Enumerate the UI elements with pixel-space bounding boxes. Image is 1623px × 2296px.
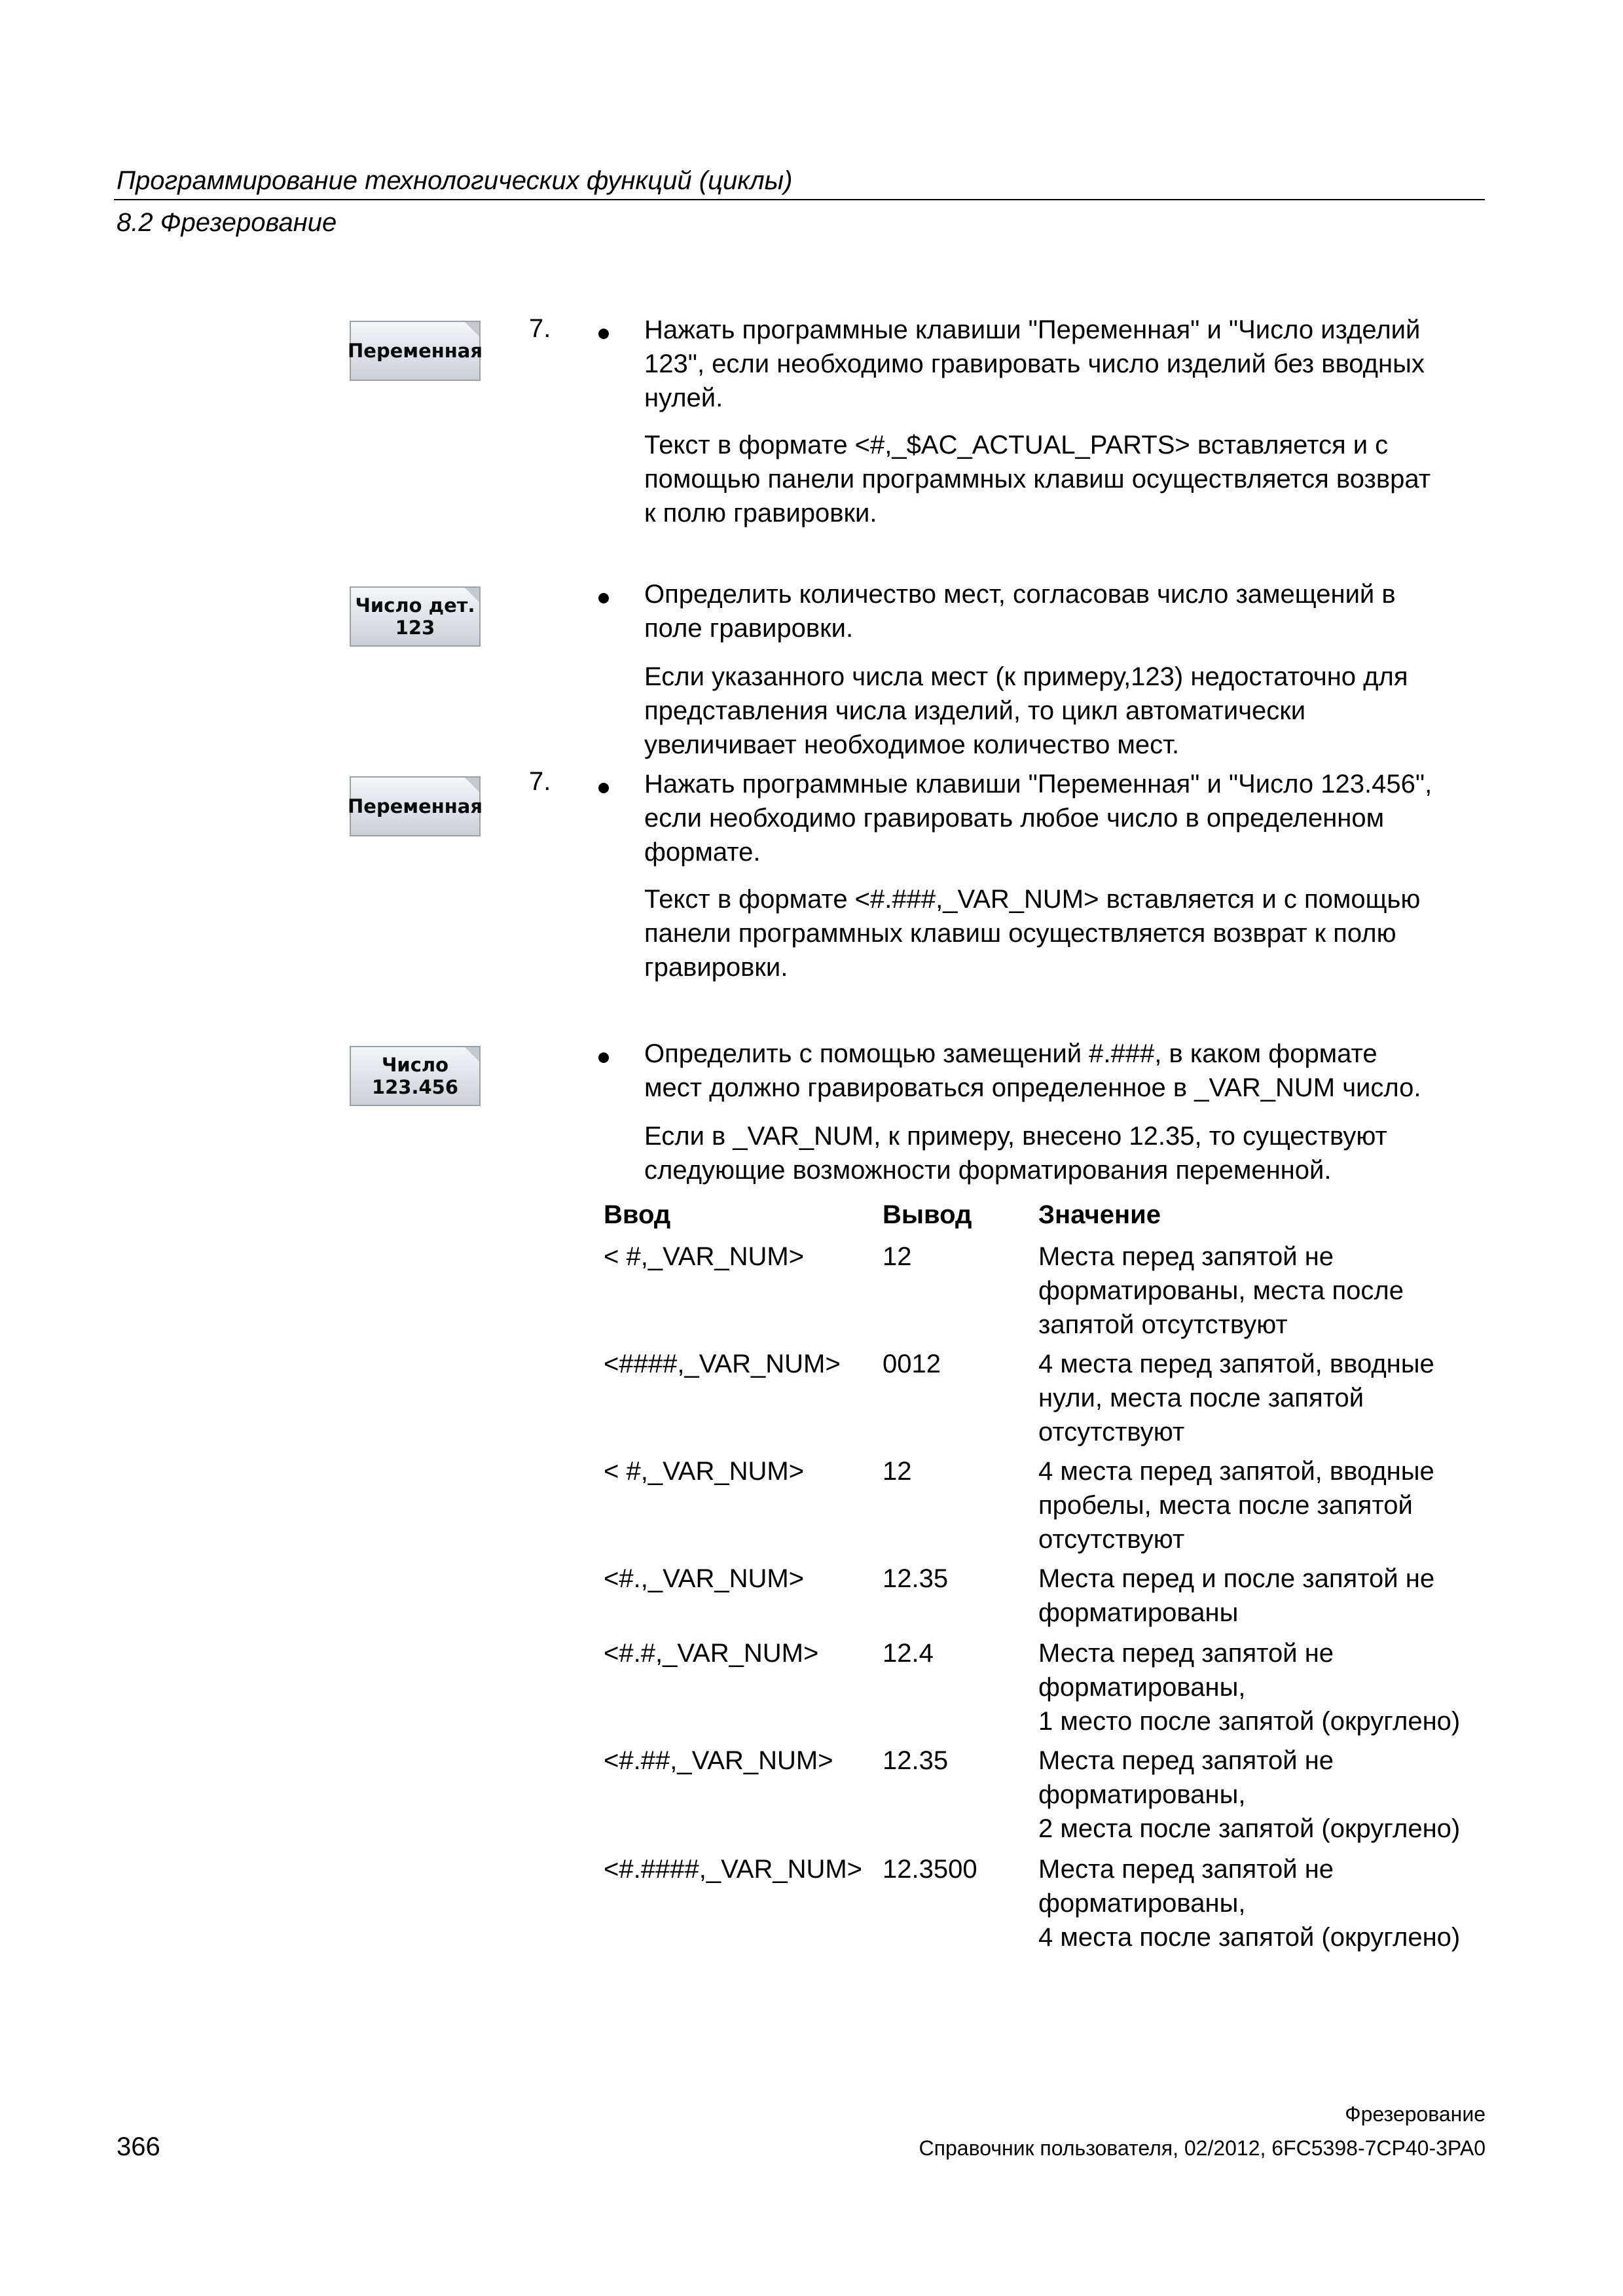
table-cell-output: 12.35 xyxy=(883,1746,949,1775)
footer-section: Фрезерование xyxy=(1345,2102,1486,2126)
bullet xyxy=(598,1052,609,1063)
softkey-number[interactable] xyxy=(350,1046,481,1106)
step-instruction: Нажать программные клавиши "Переменная" и "Число 123.456", если необходимо гравировать любое число в определенном формате. xyxy=(644,770,1432,867)
table-cell-output: 12.35 xyxy=(883,1564,949,1593)
table-header-input: Ввод xyxy=(604,1200,671,1229)
softkey-parts-count[interactable] xyxy=(350,586,481,647)
step-result: Если указанного числа мест (к примеру,123) недостаточно для представления числа изделий, то цикл автоматически увеличивает необходимое количество мест. xyxy=(644,662,1408,759)
step-result: Текст в формате <#.###,_VAR_NUM> вставляется и с помощью панели программных клавиш осуществляется возврат к полю гравировки. xyxy=(644,885,1421,982)
table-cell-input: <####,_VAR_NUM> xyxy=(604,1350,841,1378)
table-cell-meaning: Места перед и после запятой не форматированы xyxy=(1038,1564,1435,1627)
table-cell-input: <#.##,_VAR_NUM> xyxy=(604,1746,833,1775)
softkey-label: Переменная xyxy=(348,340,483,362)
table-cell-input: < #,_VAR_NUM> xyxy=(604,1242,805,1271)
step-result: Если в _VAR_NUM, к примеру, внесено 12.35, то существуют следующие возможности форматирования переменной. xyxy=(644,1122,1387,1185)
table-header-output: Вывод xyxy=(883,1200,972,1229)
bullet xyxy=(598,329,609,339)
softkey-label-line1: Число дет. xyxy=(355,594,475,617)
table-cell-input: <#.####,_VAR_NUM> xyxy=(604,1855,863,1884)
softkey-label-line2: 123 xyxy=(395,617,435,639)
bullet xyxy=(598,783,609,793)
step-instruction: Определить количество мест, согласовав число замещений в поле гравировки. xyxy=(644,580,1396,643)
table-cell-meaning: 4 места перед запятой, вводные пробелы, места после запятой отсутствуют xyxy=(1038,1457,1434,1554)
table-cell-output: 12 xyxy=(883,1242,912,1271)
bullet xyxy=(598,593,609,603)
softkey-variable[interactable] xyxy=(350,321,481,381)
footer-document: Справочник пользователя, 02/2012, 6FC5398-7CP40-3PA0 xyxy=(919,2136,1486,2160)
step-instruction: Определить с помощью замещений #.###, в каком формате мест должно гравироваться определенное в _VAR_NUM число. xyxy=(644,1039,1421,1102)
table-cell-output: 12.4 xyxy=(883,1639,934,1668)
table-cell-output: 12.3500 xyxy=(883,1855,977,1884)
table-cell-meaning: Места перед запятой не форматированы, 4 места после запятой (округлено) xyxy=(1038,1855,1461,1952)
step-number: 7. xyxy=(529,767,551,796)
page-number: 366 xyxy=(117,2132,160,2161)
table-cell-meaning: 4 места перед запятой, вводные нули, места после запятой отсутствуют xyxy=(1038,1350,1434,1446)
step-instruction: Нажать программные клавиши "Переменная" и "Число изделий 123", если необходимо гравировать число изделий без вводных нулей. xyxy=(644,315,1425,412)
section-title: 8.2 Фрезерование xyxy=(117,208,337,237)
softkey-label: Переменная xyxy=(348,795,483,817)
table-cell-input: <#.,_VAR_NUM> xyxy=(604,1564,805,1593)
softkey-label-line1: Число xyxy=(381,1054,449,1076)
table-cell-input: <#.#,_VAR_NUM> xyxy=(604,1639,819,1668)
table-cell-output: 0012 xyxy=(883,1350,941,1378)
table-cell-meaning: Места перед запятой не форматированы, места после запятой отсутствуют xyxy=(1038,1242,1404,1339)
softkey-label-line2: 123.456 xyxy=(371,1076,459,1098)
table-cell-input: < #,_VAR_NUM> xyxy=(604,1457,805,1486)
header-divider xyxy=(114,199,1485,200)
step-result: Текст в формате <#,_$AC_ACTUAL_PARTS> вставляется и с помощью панели программных клавиш осуществляется возврат к полю гравировки. xyxy=(644,431,1431,528)
table-cell-meaning: Места перед запятой не форматированы, 2 места после запятой (округлено) xyxy=(1038,1746,1461,1843)
step-number: 7. xyxy=(529,314,551,343)
table-header-meaning: Значение xyxy=(1038,1200,1161,1229)
table-cell-meaning: Места перед запятой не форматированы, 1 место после запятой (округлено) xyxy=(1038,1639,1461,1736)
softkey-variable[interactable] xyxy=(350,776,481,836)
chapter-title: Программирование технологических функций (циклы) xyxy=(117,166,793,195)
table-cell-output: 12 xyxy=(883,1457,912,1486)
